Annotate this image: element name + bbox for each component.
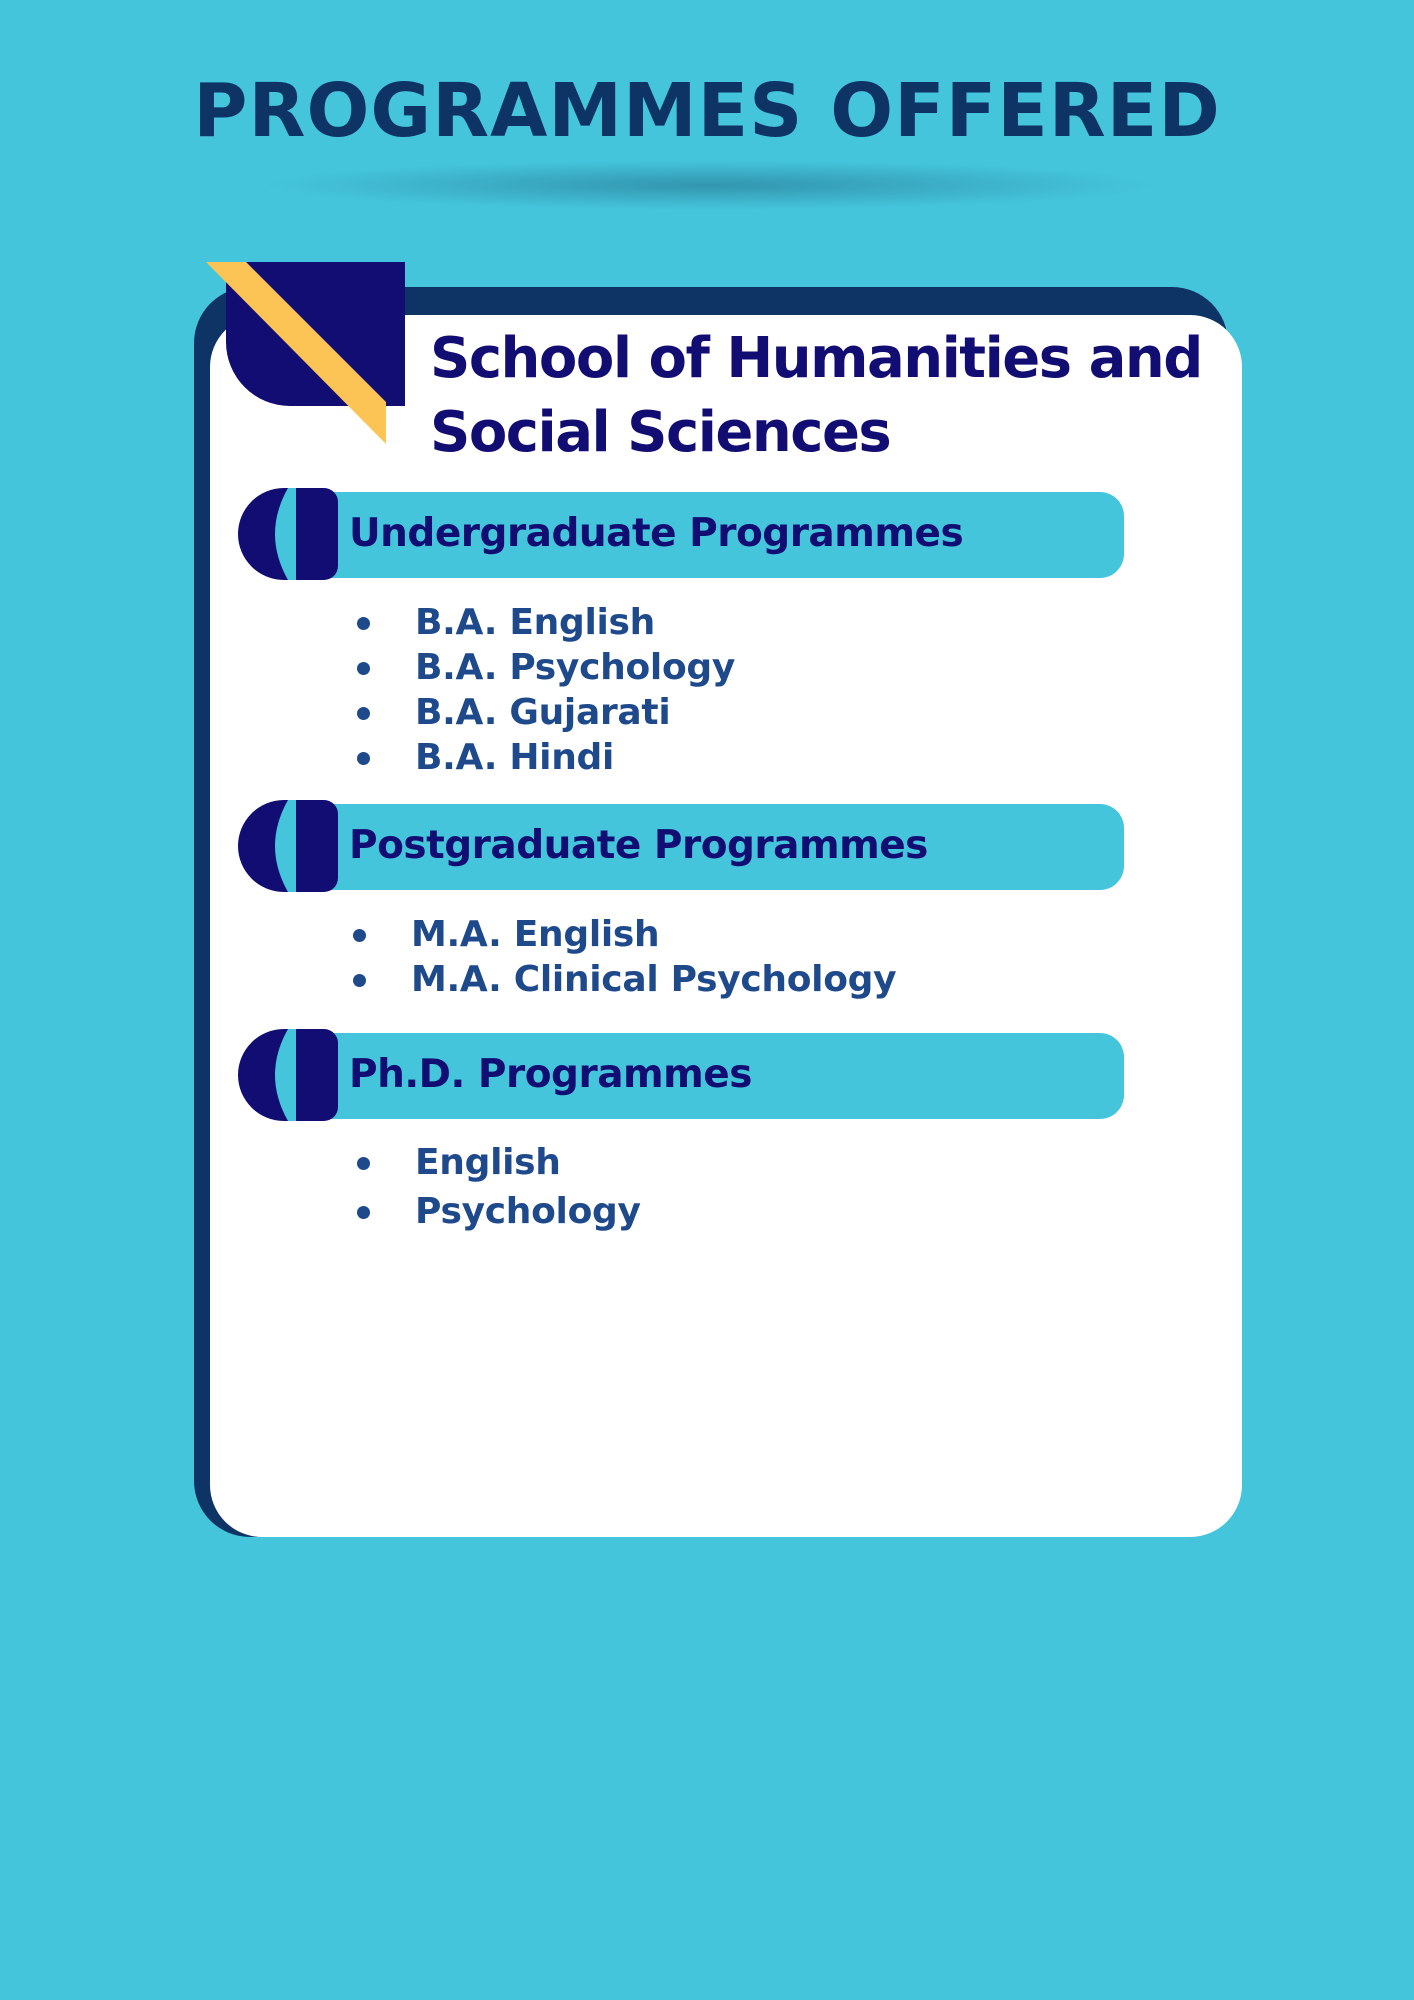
section-heading: Postgraduate Programmes — [349, 823, 928, 868]
half-round-tab-icon — [238, 1029, 338, 1121]
section-heading: Undergraduate Programmes — [349, 511, 964, 556]
school-title: School of Humanities and Social Sciences — [430, 326, 1202, 465]
section-postgraduate — [238, 800, 1124, 892]
undergraduate-list — [357, 600, 735, 780]
section-heading: Ph.D. Programmes — [349, 1052, 752, 1097]
title-shadow — [260, 160, 1160, 210]
list-item: Psychology — [357, 1189, 641, 1234]
page-title: PROGRAMMES OFFERED — [193, 68, 1221, 154]
corner-ribbon-icon — [206, 262, 406, 446]
phd-list — [357, 1140, 641, 1234]
postgraduate-list — [353, 912, 896, 1002]
half-round-tab-icon — [238, 800, 338, 892]
list-item: English — [357, 1140, 641, 1185]
section-undergraduate — [238, 488, 1124, 580]
list-item: B.A. Hindi — [357, 735, 735, 780]
section-phd — [238, 1029, 1124, 1121]
half-round-tab-icon — [238, 488, 338, 580]
list-item: B.A. Psychology — [357, 645, 735, 690]
list-item: M.A. Clinical Psychology — [353, 957, 896, 1002]
list-item: B.A. Gujarati — [357, 690, 735, 735]
list-item: M.A. English — [353, 912, 896, 957]
list-item: B.A. English — [357, 600, 735, 645]
